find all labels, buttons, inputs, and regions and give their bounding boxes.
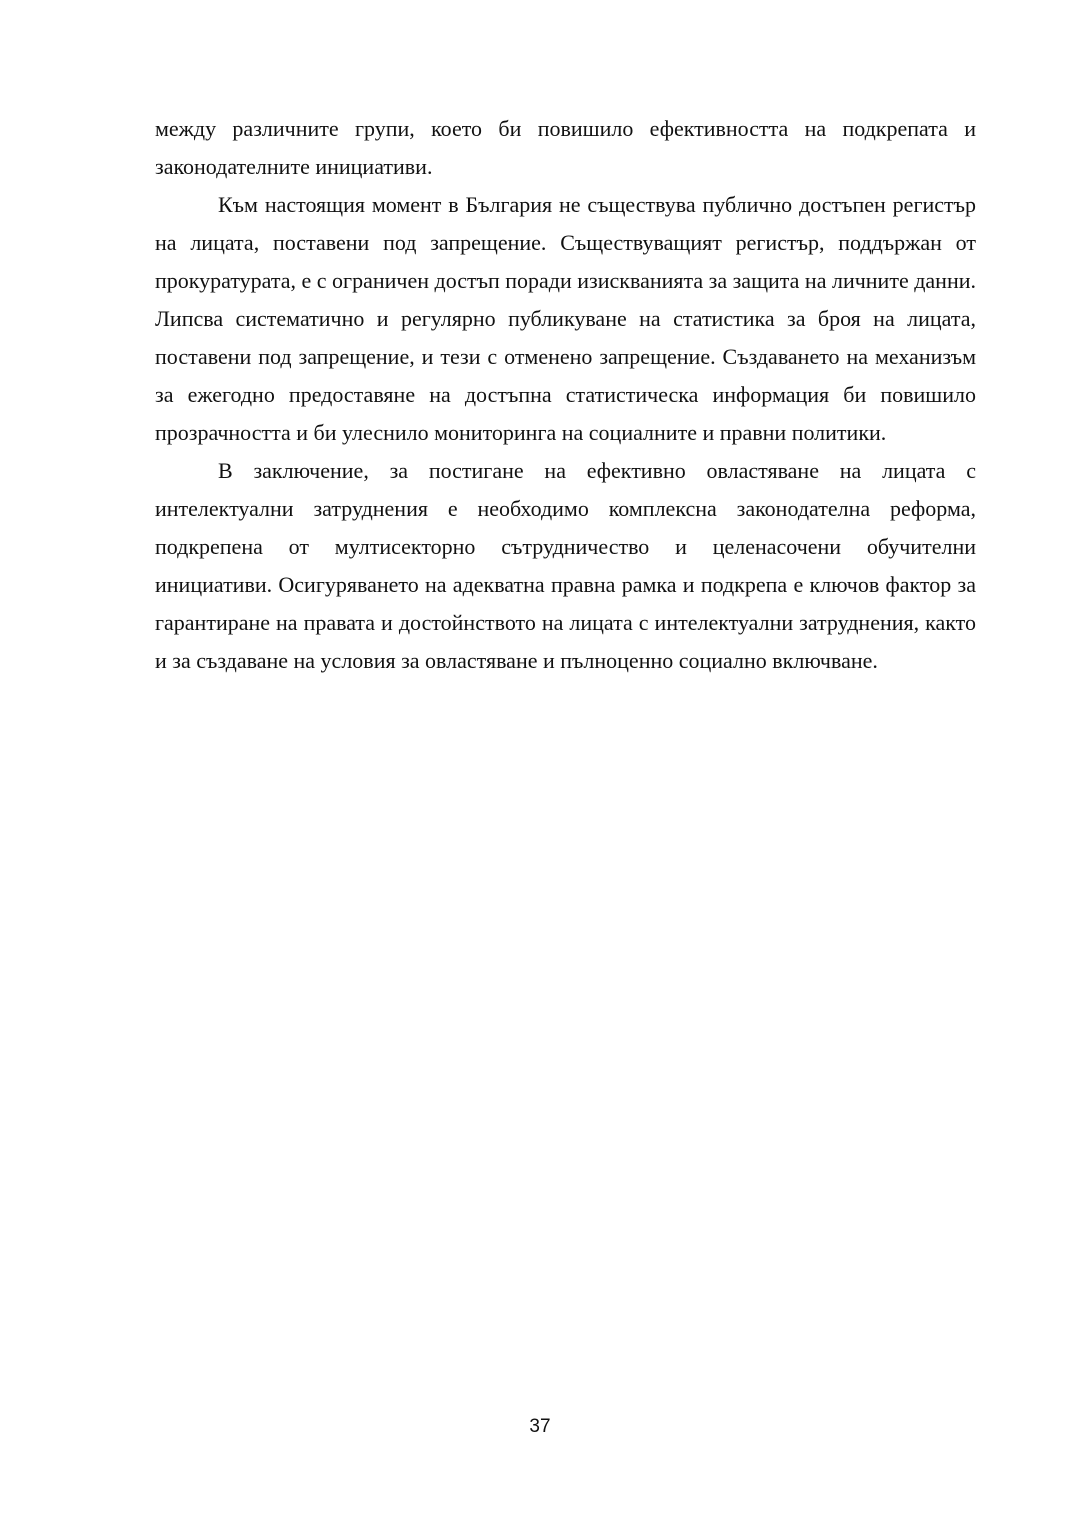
text-body bbox=[155, 110, 976, 680]
paragraph-conclusion: В заключение, за постигане на ефективно овластяване на лицата с интелектуални затруднения е необходимо комплексна законодателна реформа, подкрепена от мултисекторно сътрудничество и целенасочени обучителни инициативи. Осигуряването на адекватна правна рамка и подкрепа е ключов фактор за гарантиране на правата и достойнството на лицата с интелектуални затруднения, както и за създаване на условия за овластяване и пълноценно социално включване. bbox=[155, 458, 976, 673]
paragraph-continuation: между различните групи, което би повишило ефективността на подкрепата и законодателните инициативи. bbox=[155, 116, 976, 179]
page-number: 37 bbox=[529, 1416, 551, 1437]
paragraph-registry: Към настоящия момент в България не съществува публично достъпен регистър на лицата, поставени под запрещение. Съществуващият регистър, поддържан от прокуратурата, е с ограничен достъп поради изискванията за защита на личните данни. Липсва систематично и регулярно публикуване на статистика за броя на лицата, поставени под запрещение, и тези с отменено запрещение. Създаването на механизъм за ежегодно предоставяне на достъпна статистическа информация би повишило прозрачността и би улеснило мониторинга на социалните и правни политики. bbox=[155, 192, 976, 445]
